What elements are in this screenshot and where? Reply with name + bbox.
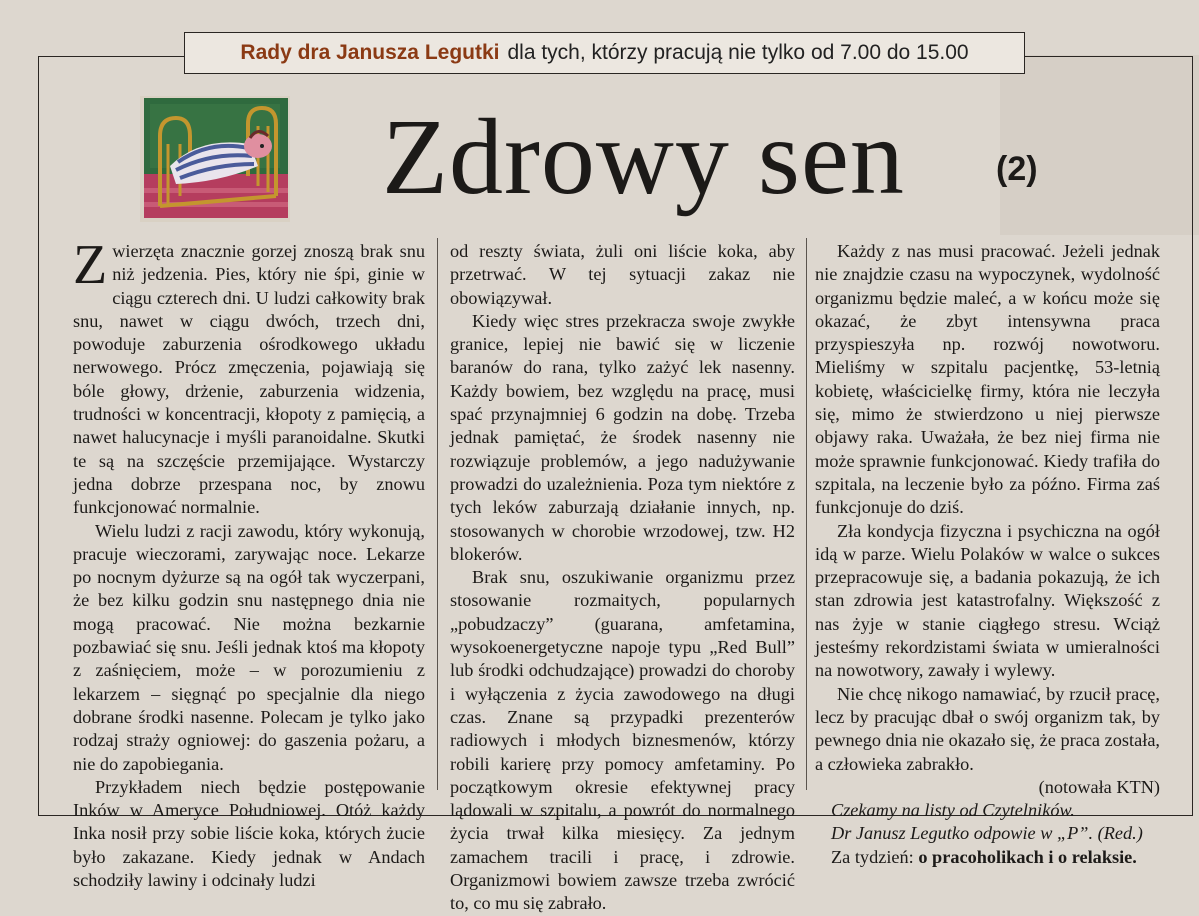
paragraph (73, 234, 425, 520)
next-week-topic: o pracoholikach i o relaksie. (918, 846, 1137, 867)
column-divider (437, 238, 438, 790)
letters-notice: Czekamy na listy od Czytelników. (831, 800, 1075, 821)
paragraph: Przykładem niech będzie postępowanie Inków w Ameryce Południowej. Otóż każdy Inka nosił przy sobie liście koka, których żucie było zakazane. Kiedy jednak w Andach schodziły lawiny i odcinały ludzi (73, 776, 425, 891)
paragraph: Wielu ludzi z racji zawodu, który wykonują, pracuje wieczorami, zarywając noce. Lekarze po nocnym dyżurze są na ogół tak wyczerpani, że bez kilku godzin snu następnego dnia nie mogą pracować. Nie można bezkarnie pozbawiać się snu. Jeśli jednak ktoś ma kłopoty z zaśnięciem, może – w porozumieniu z lekarzem – sięgnąć po specjalnie dla niego dobrane środki nasenne. Polecam je tylko jako rodzaj straży ogniowej: do gaszenia pożaru, a nie do zapobiegania. (73, 520, 425, 774)
column-header (184, 32, 1025, 74)
paragraph: Nie chcę nikogo namawiać, by rzucił pracę, lecz by pracując dbał o swój organizm tak, by pewnego dnia nie okazało się, że praca została, a człowieka zabrakło. (815, 683, 1160, 774)
article-column-2 (450, 240, 795, 916)
article-title: Zdrowy sen (382, 98, 905, 217)
drop-cap: Z (73, 234, 108, 296)
column-divider (806, 238, 807, 790)
article-column-3 (815, 240, 1160, 869)
paragraph: Zła kondycja fizyczna i psychiczna na ogół idą w parze. Wielu Polaków w walce o sukces przepracowuje się, a badania pokazują, że ich stan zdrowia jest katastrofalny. Większość z nas żyje w stanie ciągłego stresu. Wciąż jesteśmy rekordzistami świata w umieralności na nowotwory, zawały i wylewy. (815, 520, 1160, 681)
column-author: Rady dra Janusza Legutki (240, 41, 500, 64)
next-week-label: Za tydzień: (831, 846, 914, 867)
article-part-number: (2) (996, 150, 1038, 188)
paragraph-text: wierzęta znacznie gorzej znoszą brak snu niż jedzenia. Pies, który nie śpi, ginie w ciągu czterech dni. U ludzi całkowity brak snu, nawet w ciągu dwóch, trzech dni, powoduje zaburzenia ośrodkowego układu nerwowego. Prócz zmęczenia, pojawiają się bóle głowy, drżenie, zaburzenia widzenia, trudności w koncentracji, kłopoty z pamięcią, a nawet halucynacje i myśli paranoidalne. Skutki te są na szczęście przemijające. Wystarczy jedna dobrze przespana noc, by znowu funkcjonować normalnie. (73, 241, 425, 518)
column-tagline: dla tych, którzy pracują nie tylko od 7.00 do 15.00 (507, 41, 969, 64)
paragraph: od reszty świata, żuli oni liście koka, aby przetrwać. W tej sytuacji zakaz nie obowiązywał. (450, 241, 795, 308)
bed-sleeper-illustration-icon (140, 96, 290, 222)
paragraph: Brak snu, oszukiwanie organizmu przez stosowanie rozmaitych, popularnych „pobudzaczy” (guarana, amfetamina, wysokoenergetyczne napoje typu „Red Bull” lub środki odchudzające) prowadzi do choroby i wyłączenia z życia zawodowego na długi czas. Znane są przypadki prezenterów radiowych i młodych biznesmenów, którzy robili karierę przy pomocy amfetaminy. Po początkowym okresie efektywnej pracy lądowali w szpitalu, a powrót do normalnego życia trwał kilka miesięcy. Za jednym zamachem tracili i pracę, i zdrowie. Organizmowi bowiem zawsze trzeba zwrócić to, co mu się zabrało. (450, 567, 795, 914)
paragraph: Kiedy więc stres przekracza swoje zwykłe granice, lepiej nie bawić się w liczenie baranów do rana, tylko zażyć lek nasenny. Każdy bowiem, bez względu na pracę, musi spać przynajmniej 6 godzin na dobę. Trzeba jednak pamiętać, że środek nasenny nie rozwiązuje problemów, a jego nadużywanie prowadzi do uzależnienia. Poza tym niektóre z tych leków zaburzają działanie innych, np. stosowanych w chorobie wrzodowej, tzw. H2 blokerów. (450, 310, 795, 564)
letters-notice: Dr Janusz Legutko odpowie w „P”. (Red.) (831, 823, 1143, 844)
next-week-teaser (815, 846, 1160, 869)
article-column-1 (73, 234, 425, 892)
paragraph: Każdy z nas musi pracować. Jeżeli jednak nie znajdzie czasu na wypoczynek, wydolność organizmu będzie maleć, a w końcu może się okazać, że zbyt intensywna praca przyspieszyła np. rozwój nowotworu. Mieliśmy w szpitalu pacjentkę, 53-letnią kobietę, właścicielkę firmy, która nie leczyła się, mimo że stwierdzono u niej pierwsze objawy raka. Uważała, że bez niej firma nie może sprawnie funkcjonować. Kiedy trafiła do szpitala, na leczenie było za późno. Firma zaś funkcjonuje do dziś. (815, 241, 1160, 518)
author-note: (notowała KTN) (1038, 776, 1160, 797)
